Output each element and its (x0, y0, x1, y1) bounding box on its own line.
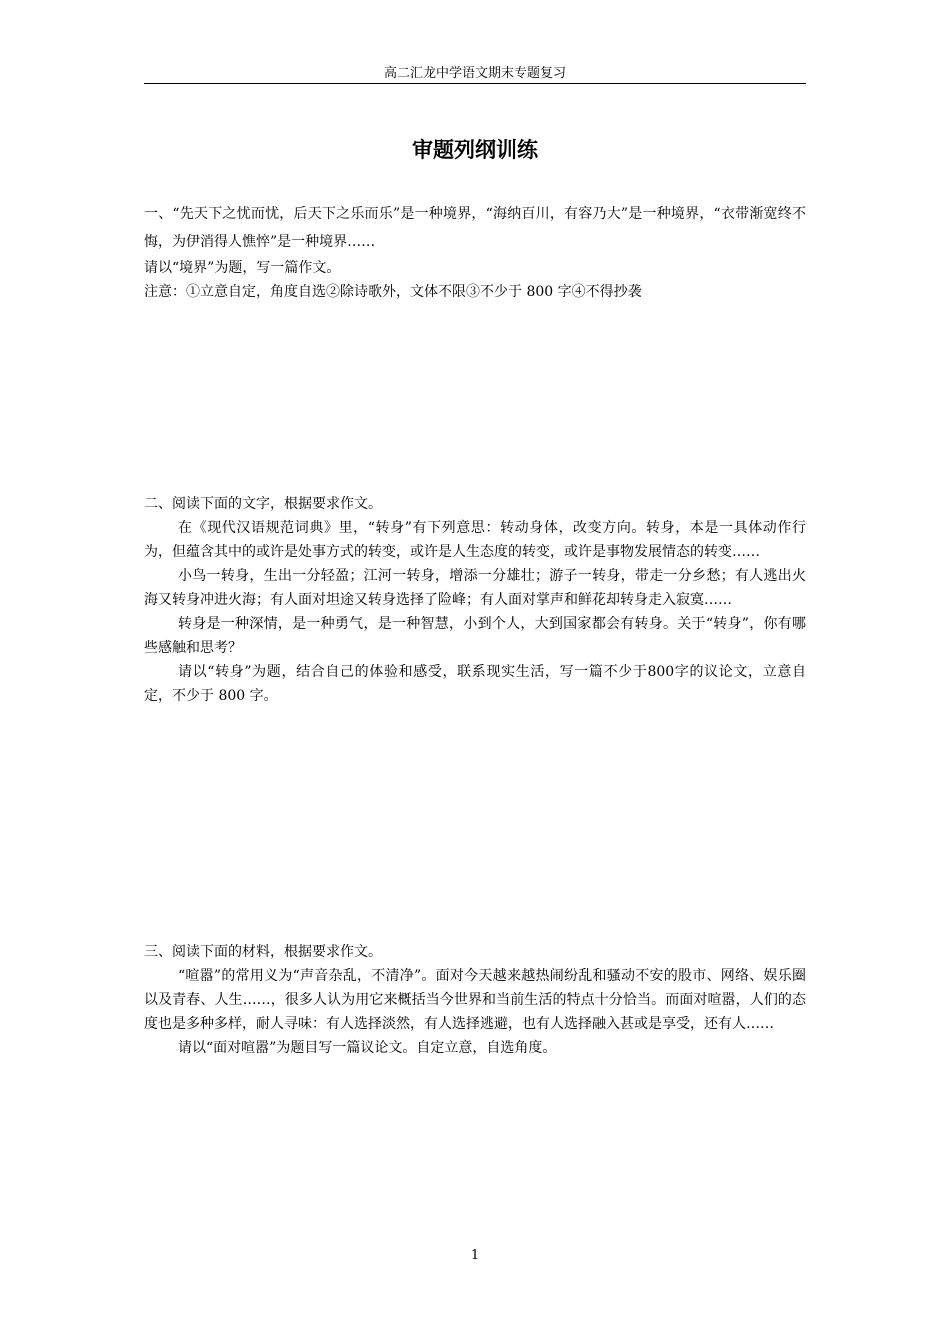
prompt-2-paragraph: 转身是一种深情，是一种勇气，是一种智慧，小到个人，大到国家都会有转身。关于“转身”，你有哪些感触和思考？ (144, 616, 806, 656)
page-number: 1 (470, 1248, 480, 1263)
prompt-2-paragraph: 请以“转身”为题，结合自己的体验和感受，联系现实生活，写一篇不少于800字的议论文，立意自定，不少于 800 字。 (144, 664, 806, 704)
prompt-3-heading: 三、阅读下面的材料，根据要求作文。 (144, 944, 382, 960)
prompt-3-paragraph: 请以“面对喧嚣”为题目写一篇议论文。自定立意，自选角度。 (178, 1040, 557, 1056)
prompt-3-paragraph: “喧嚣”的常用义为“声音杂乱，不清净”。面对今天越来越热闹纷乱和骚动不安的股市、网络、娱乐圈以及青春、人生……，很多人认为用它来概括当今世界和当前生活的特点十分恰当。而面对喧嚣，人们的态度也是多种多样，耐人寻味：有人选择淡然，有人选择逃避，也有人选择融入甚或是享受，还有人…… (144, 968, 806, 1032)
essay-prompt-3 (144, 940, 806, 1060)
prompt-1-notes: 注意：①立意自定，角度自选②除诗歌外，文体不限③不少于 800 字④不得抄袭 (144, 284, 642, 300)
document-title: 审题列纲训练 (412, 138, 538, 162)
prompt-1-text: 一、“先天下之忧而忧，后天下之乐而乐”是一种境界，“海纳百川，有容乃大”是一种境界，“衣带渐宽终不悔，为伊消得人憔悴”是一种境界…… (144, 206, 806, 250)
essay-prompt-1 (144, 200, 806, 304)
page-header: 高二汇龙中学语文期末专题复习 (383, 66, 566, 81)
essay-prompt-2 (144, 492, 806, 708)
prompt-2-heading: 二、阅读下面的文字，根据要求作文。 (144, 496, 382, 512)
prompt-2-paragraph: 小鸟一转身，生出一分轻盈；江河一转身，增添一分雄壮；游子一转身，带走一分乡愁；有人逃出火海又转身冲进火海；有人面对坦途又转身选择了险峰；有人面对掌声和鲜花却转身走入寂寞…… (144, 568, 806, 608)
prompt-1-task: 请以“境界”为题，写一篇作文。 (144, 260, 341, 276)
prompt-2-paragraph: 在《现代汉语规范词典》里，“转身”有下列意思：转动身体，改变方向。转身，本是一具体动作行为，但蕴含其中的或许是处事方式的转变，或许是人生态度的转变，或许是事物发展情态的转变…… (144, 520, 806, 560)
header-rule (144, 83, 806, 84)
